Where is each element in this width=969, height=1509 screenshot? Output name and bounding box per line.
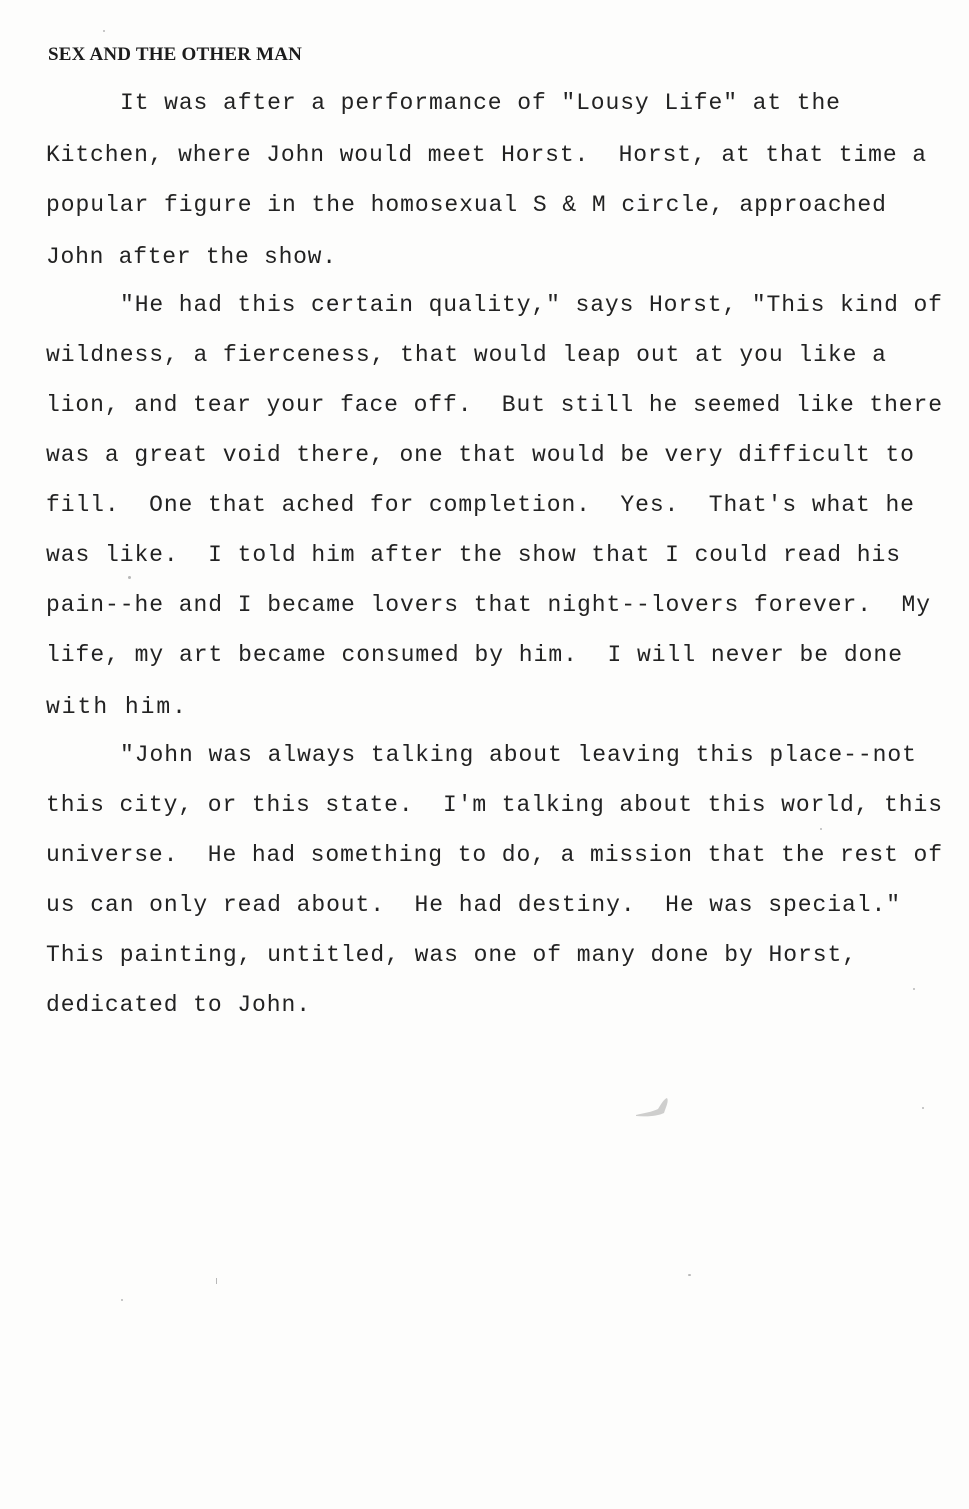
scan-speck [216,1278,217,1284]
text-line: was like. I told him after the show that I could read his [46,542,901,568]
text-line: universe. He had something to do, a mission that the rest of [46,842,943,868]
text-line: dedicated to John. [46,992,311,1018]
text-line: fill. One that ached for completion. Yes. That's what he [46,492,915,518]
text-line: This painting, untitled, was one of many done by Horst, [46,942,857,968]
text-line: Kitchen, where John would meet Horst. Horst, at that time a [46,142,927,168]
text-line: "John was always talking about leaving this place--not [120,742,917,768]
text-line: "He had this certain quality," says Horst, "This kind of [120,292,943,318]
text-line: It was after a performance of "Lousy Life" at the [120,90,841,116]
scan-speck [913,988,915,990]
scan-speck [820,828,822,830]
text-line: John after the show. [46,244,337,270]
scan-speck [128,576,131,579]
document-title: SEX AND THE OTHER MAN [48,44,303,65]
scan-speck [688,1274,691,1276]
text-line: us can only read about. He had destiny. He was special." [46,892,901,918]
ink-smudge [634,1095,674,1121]
text-line: pain--he and I became lovers that night--lovers forever. My [46,592,931,618]
scan-speck [121,1299,123,1301]
text-line: lion, and tear your face off. But still he seemed like there [46,392,943,418]
text-line: wildness, a fierceness, that would leap out at you like a [46,342,887,368]
text-line: was a great void there, one that would be very difficult to [46,442,915,468]
text-line: life, my art became consumed by him. I will never be done [46,642,903,668]
text-line: popular figure in the homosexual S & M circle, approached [46,192,887,218]
scan-speck [922,1107,924,1109]
text-line: with him. [46,694,188,720]
text-line: this city, or this state. I'm talking about this world, this [46,792,943,818]
scan-speck [103,30,105,32]
